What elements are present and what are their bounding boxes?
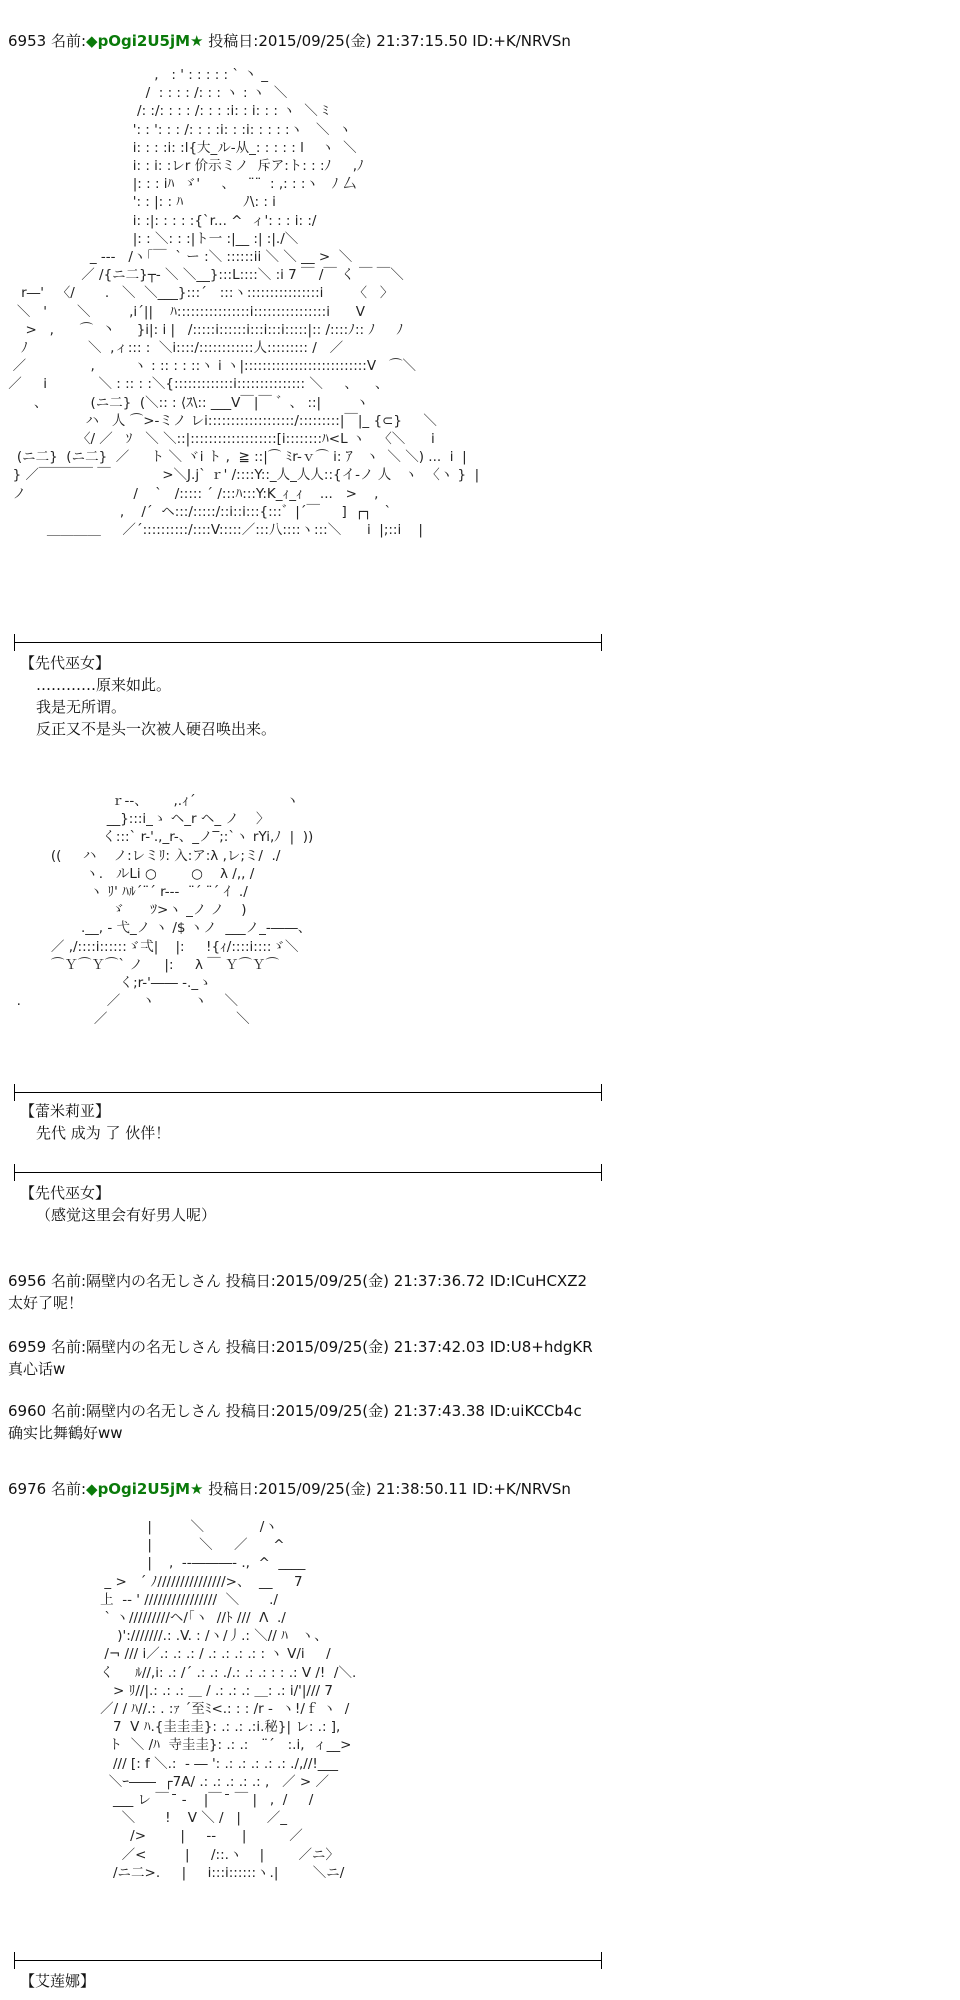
speaker-label: 【蕾米莉亚】 (20, 1102, 111, 1120)
reply-header: 6960 名前:隔壁内の名无しさん 投稿日:2015/09/25(金) 21:37:43.38 ID:uiKCCb4c (8, 1402, 582, 1420)
speaker-label: 【艾莲娜】 (20, 1972, 96, 1990)
dialogue-line: 先代 成为 了 伙伴！ (36, 1124, 171, 1142)
post-id: ID:+K/NRVSn (472, 1480, 571, 1498)
caption-block (20, 652, 276, 740)
reply-body: 确实比舞鶴好ww (8, 1424, 123, 1442)
date-label: 投稿日: (208, 32, 259, 50)
caption-block (20, 1182, 216, 1226)
date-label: 投稿日: (208, 1480, 259, 1498)
post-number: 6976 (8, 1480, 47, 1498)
poster-trip: ◆pOgi2U5jM★ (86, 1480, 204, 1498)
divider (14, 1092, 602, 1093)
divider (14, 642, 602, 643)
ascii-art-miko: , : ' : : : : : ` 丶 _ / : : : : /: : : ヽ : ヽ ＼ /: :/: : : : /: : : :i: : i: : : ヽ ＼ ﾐ ': : ': : : /: : : :i: : :i: : : : :ヽ ＼ ヽ i: : : :i: :l{大_ル-从_: : : : : l ヽ ＼ i: : i: :レr 价示ミノ 斥ア:ト: : :ﾉ ,ﾉ |: : : iﾊ ゞ' 、 ¨¨ : ,: : :ヽ ﾉ 厶 ': : |: : ﾊ ﾉ\: : i i: :|: : : : :{`r... ^ ィ': : : i: :/ |: : ＼: : :|ト一 :|__ :| :|./＼ _ --- /ヽ｢￣ ` ー :＼ ::::::ii ＼ ＼ __ > ＼ ／ /{ニ二}┬- ＼ ＼__}:::L::::＼ :i 7 ￣ /￣ く ￣ ￣＼ r―' 〈/ . ＼ ＼___}:::´ :::ヽ::::::::::::::::i 〈 〉 ＼ ' ＼ ,i´|| ﾊ::::::::::::::::i::::::::::::::::i V > , ⌒ 丶 }i|: i | /:::::i::::::i:::i:::i:::::|:: /::::ﾉ:: ﾉ ﾉ ﾉ ＼ ,ィ::: : ＼i::::/::::::::::::人::::::::: / ／ ／ , ヽ : :: : : ::ヽ i ヽ|:::::::::::::::::::::::::::V ⌒＼ ／ i ＼ : :: : :＼{:::::::::::::i::::::::::::::: ＼ 、 、 、 (ニ二} (＼:: : ⟨ｽ\:: ___V￣|￣ ゛、 ::| ヽ ハ 人 ⌒>-ミノ レi:::::::::::::::::::/:::::::::|￣|_ {⊂} ＼ 〈/ ／ ｿ ＼ ＼::|:::::::::::::::::::[i::::::::ﾊ<L ヽ 〈＼ i (ニ二} (ニ二} ／ ト ＼ ヾi ト , ≧ ::|⌒ ﾐr-ｖ⌒ i: ｱ ヽ ＼ ＼) ... i | } ／￣￣￣￣ ￣ >＼J.j` ｒ' /::::Y::_人_人人::{イ-ノ 人 ヽ 〈ヽ } | ノ / ` /::::: ´ /:::ﾊ:::Y:K_ｨ_ｨ ... > , , /´ ヘ:::/:::::/::i::i:::{:::゛|´￣ ] ┌┐ ` ＿＿＿＿ ／´::::::::::/::::V:::::／:::八::::ヽ:::＼ i |;::i | (8, 67, 480, 539)
name-label: 名前: (50, 1480, 87, 1498)
reply-body: 真心话w (8, 1360, 66, 1378)
speaker-label: 【先代巫女】 (20, 654, 111, 672)
reply-body: 太好了呢！ (8, 1294, 84, 1312)
post-header (8, 30, 571, 51)
post-number: 6953 (8, 32, 47, 50)
post-header (8, 1478, 571, 1499)
ascii-art-remilia: ｒ--、 ,.ｨ´ ヽ __}:::i_ゝ ヘ_r ヘ_ ノ 〉 く:::` r-'.,_r-、_ノ‾;:`ヽ rYi,ﾉ | )) (( ハ ノ:レミﾘ: 入:ア:λ ,レ;ミ/ ./ ヽ. ルLi ○ ○ λ /,, / ヽ ﾘ' ﾊﾙ´¨´ r--- ¨´ ¨´ ｲ ./ ゞ ﾂ>ヽ _ノ ノ ) .__, - 弋_ノ ヽ /$ ヽノ ___ノ_-――、 ／ ,/::::i::::::ゞ弌| |: !{ｨ/::::i::::ゞ＼ ⌒Ｙ⌒Ｙ⌒` ノ |: λ ￣ Ｙ⌒Ｙ⌒ く;r-'―― -._ゝ . ／ ヽ ヽ ＼ ／ ＼ (16, 793, 314, 1028)
divider (14, 1172, 602, 1173)
name-label: 名前: (50, 32, 87, 50)
reply-header: 6956 名前:隔壁内の名无しさん 投稿日:2015/09/25(金) 21:37:36.72 ID:ICuHCXZ2 (8, 1272, 588, 1290)
divider (14, 1960, 602, 1961)
post-datetime: 2015/09/25(金) 21:38:50.11 (258, 1480, 468, 1498)
dialogue-line: 反正又不是头一次被人硬召唤出来。 (36, 720, 277, 738)
caption-block (20, 1970, 95, 1992)
dialogue-line: 我是无所谓。 (36, 698, 127, 716)
dialogue-line: …………原来如此。 (36, 676, 172, 694)
ascii-art-elena: | ＼ /ヽ | ＼ ／ ^ | , --―――- ., ^ ____ _ > ´ ﾉ///////////////>、 __ 7 上 -- ' //////////////// ＼ ./ ` ヽ/////////ヘ/｢ヽ //ﾄ /// Λ ./ )':///////.: .V. : /ヽ/丿.: ＼// ﾊ ヽ、 /¬ /// i／.: .: .: / .: .: .: .: : ヽ V/i / く ﾙ//,i: .: /´ .: .: ./.: .: .: : : .: V /! /＼. > ﾘ//|.: .: .: ＿ / .: .: .: ＿: .: i/'|/// 7 ／/ / ﾊ//.: . :ｧ ´至ﾐ<.: : : /r - ヽ!/ｆ ヽ / 7 V ﾊ.{圭圭圭}: .: .: .:i.秘}| レ: .: ], ト ＼ /ﾊ 寺圭圭}: .: .: ¨´ :.i, ィ__> /// [: f ＼.: ‐ ― ': .: .: .: .: .: ./,//!___ ＼ｰ―― ┌7A/ .: .: .: .: .: , ／ > ／ ___ レ ￣ ̄ - |￣ ̄ ￣ | , / / ＼ ! V ＼ / | ／_ /> | -- | ／ ／< | /::.ヽ | ／ニ〉 /ニ二>. | i:::i::::::ヽ.| ＼ニ/ (100, 1519, 357, 1881)
post-datetime: 2015/09/25(金) 21:37:15.50 (258, 32, 468, 50)
post-id: ID:+K/NRVSn (472, 32, 571, 50)
caption-block (20, 1100, 170, 1144)
reply-header: 6959 名前:隔壁内の名无しさん 投稿日:2015/09/25(金) 21:37:42.03 ID:U8+hdgKR (8, 1338, 593, 1356)
speaker-label: 【先代巫女】 (20, 1184, 111, 1202)
poster-trip: ◆pOgi2U5jM★ (86, 32, 204, 50)
dialogue-line: （感觉这里会有好男人呢） (36, 1206, 217, 1224)
